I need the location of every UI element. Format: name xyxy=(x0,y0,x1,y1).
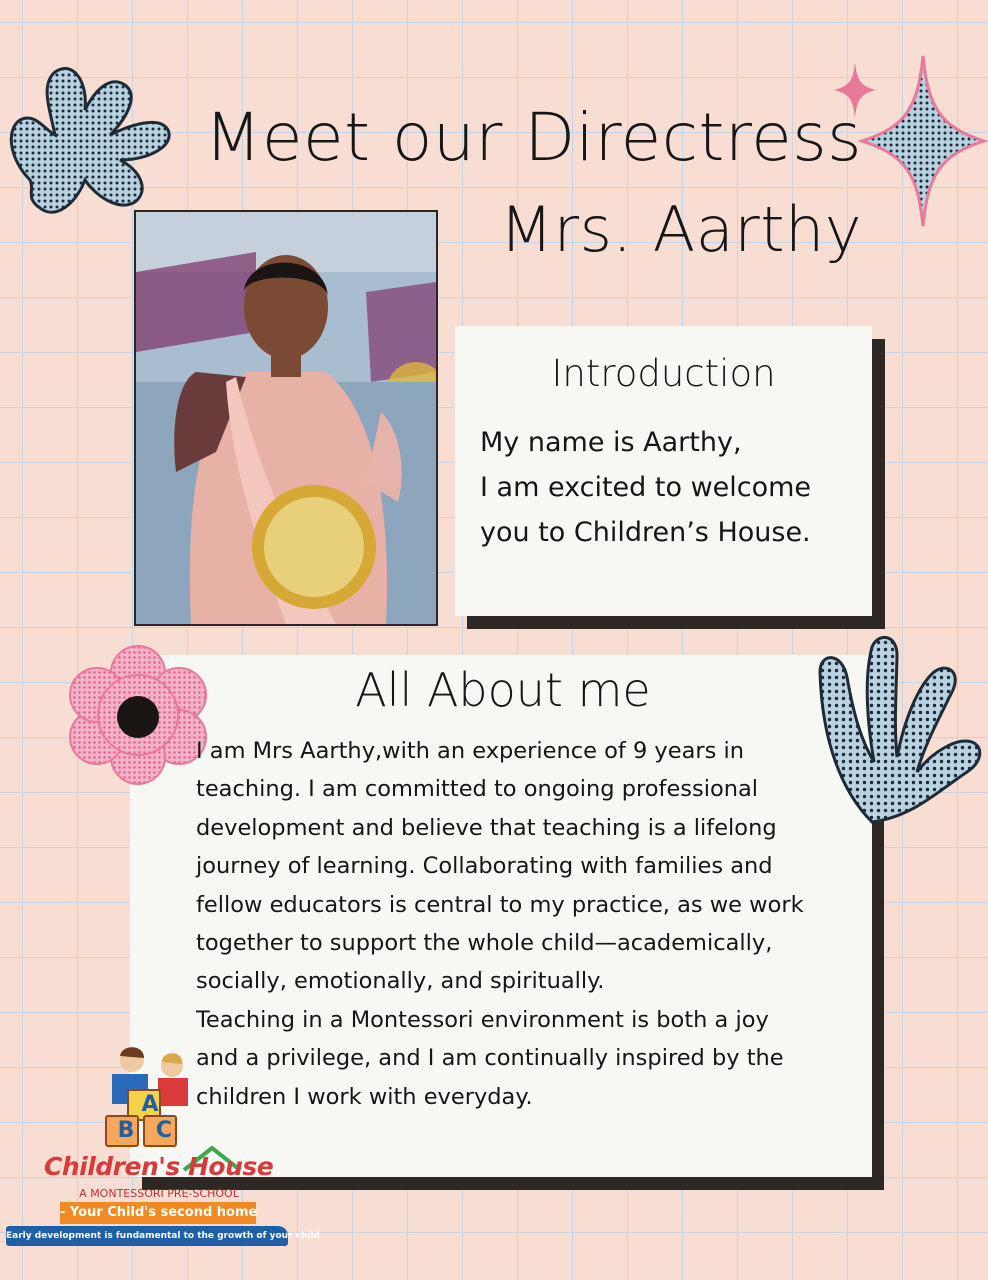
logo-tagline: - Your Child's second home xyxy=(60,1202,256,1224)
about-line: socially, emotionally, and spiritually. xyxy=(196,968,605,995)
portrait-illustration xyxy=(136,212,436,624)
about-line: fellow educators is central to my practice, as we work xyxy=(196,891,804,918)
about-line: Teaching in a Montessori environment is both a joy xyxy=(196,1006,769,1033)
about-line: teaching. I am committed to ongoing professional xyxy=(196,776,759,803)
about-line: children I work with everyday. xyxy=(196,1083,533,1110)
block-letter: A xyxy=(141,1092,159,1117)
about-heading: All About me xyxy=(355,663,651,717)
about-line: together to support the whole child—academically, xyxy=(196,930,773,957)
block-letter: B xyxy=(117,1118,135,1143)
page-title: Meet our Directress xyxy=(204,99,862,176)
logo-subtitle: A MONTESSORI PRE-SCHOOL xyxy=(79,1187,239,1200)
intro-line: My name is Aarthy, xyxy=(480,427,742,458)
blue-star-decoration xyxy=(858,52,988,230)
intro-text xyxy=(480,420,860,555)
intro-line: I am excited to welcome xyxy=(480,472,812,503)
block-letter: C xyxy=(155,1118,173,1143)
logo-brand: Children's House xyxy=(44,1152,274,1181)
about-line: and a privilege, and I am continually inspired by the xyxy=(196,1045,784,1072)
about-line: I am Mrs Aarthy,with an experience of 9 years in xyxy=(196,738,744,764)
school-logo xyxy=(6,1040,321,1250)
intro-line: you to Children’s House. xyxy=(480,517,811,548)
about-line: journey of learning. Collaborating with families and xyxy=(196,853,773,880)
directress-photo xyxy=(134,210,438,626)
directress-name: Mrs. Aarthy xyxy=(499,193,862,266)
logo-banner: Early development is fundamental to the growth of your child xyxy=(6,1226,288,1246)
about-line: development and believe that teaching is a lifelong xyxy=(196,814,777,841)
intro-heading: Introduction xyxy=(551,352,776,395)
